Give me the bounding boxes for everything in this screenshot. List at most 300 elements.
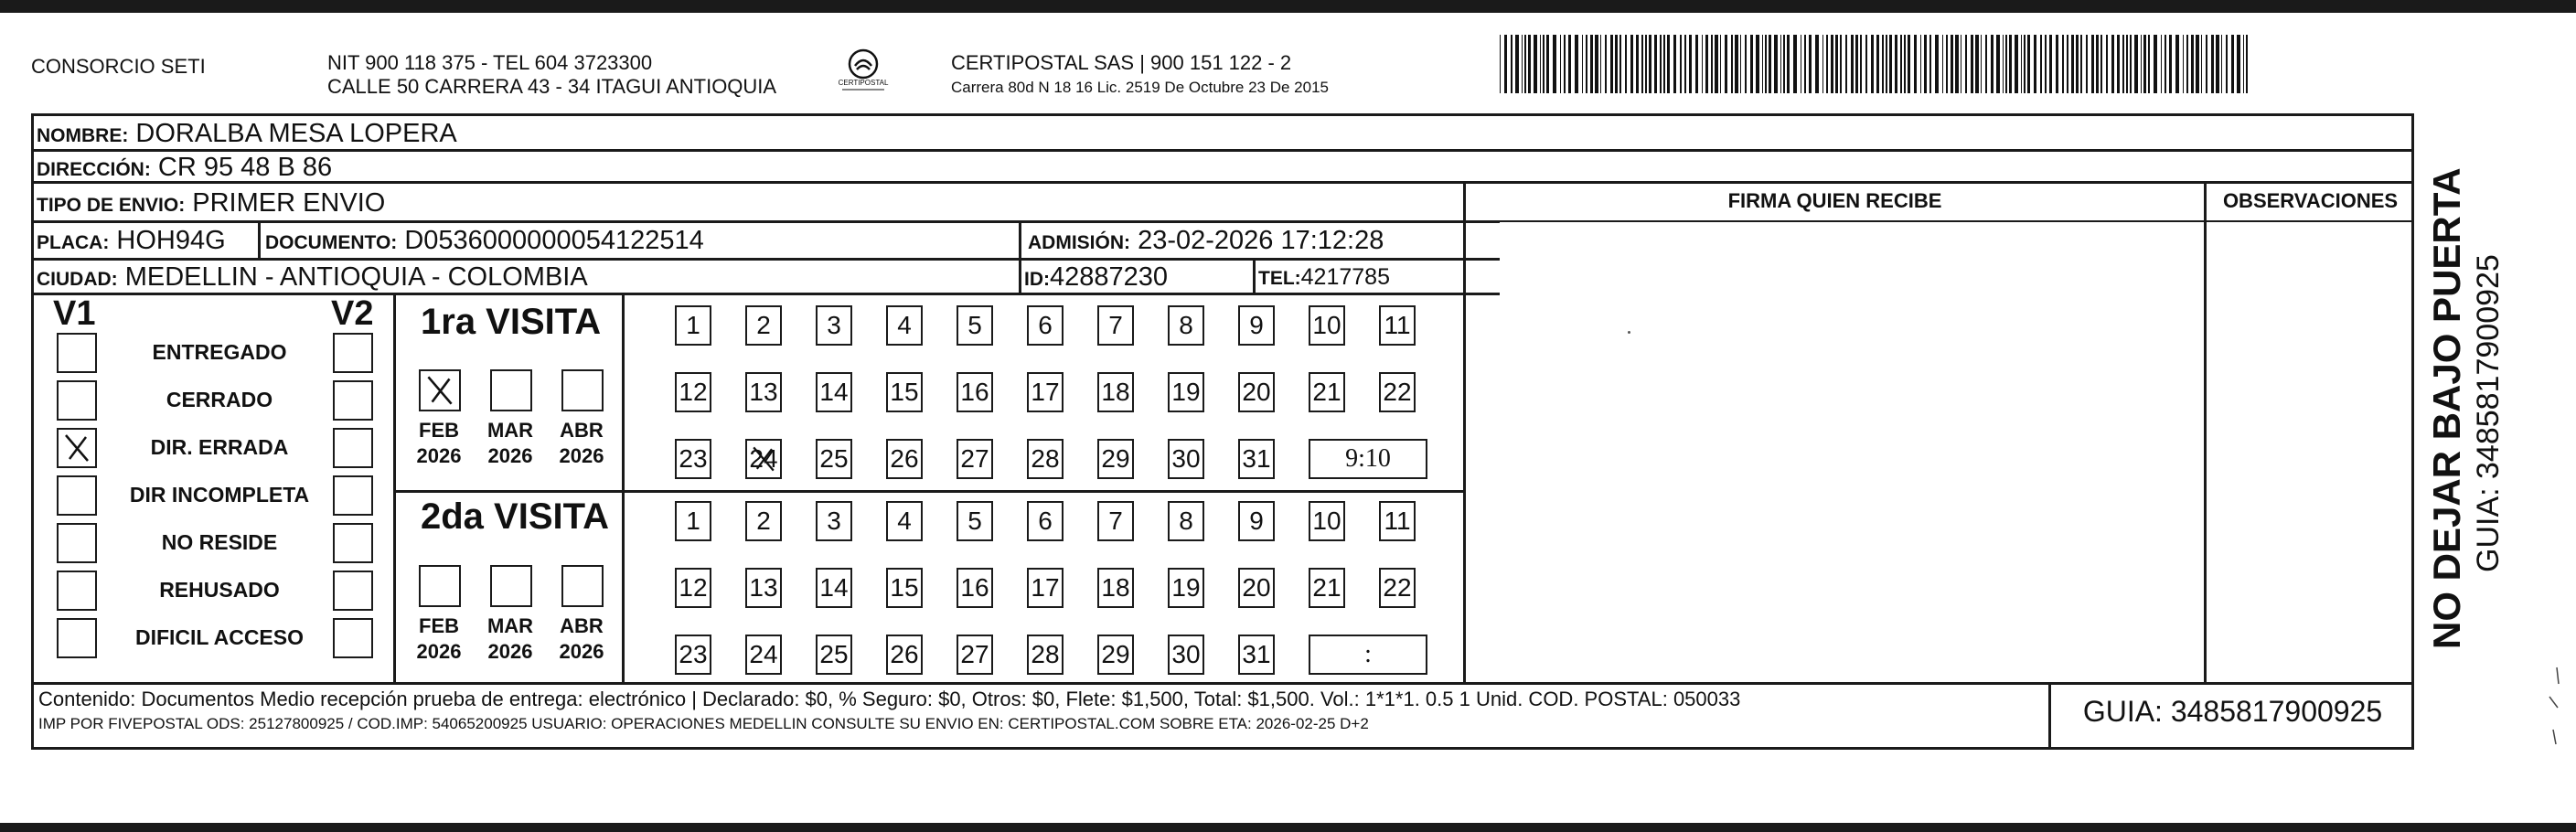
logo-text: CERTIPOSTAL xyxy=(838,79,889,87)
barcode-bar xyxy=(1511,35,1513,93)
barcode-bar xyxy=(2154,35,2157,93)
day-box[interactable]: 9 xyxy=(1238,501,1275,541)
contenido-line: Contenido: Documentos Medio recepción prueba de entrega: electrónico | Declarado: $0, % Seguro: $0, Otros: $0, Flete: $1,500, Total: $1,500. Vol.: 1*1*1. 0.5 1 Unid. COD. POSTAL: 050033 xyxy=(38,688,1741,710)
day-box[interactable]: 19 xyxy=(1168,372,1204,412)
day-box[interactable]: 31 xyxy=(1238,439,1275,479)
row-line xyxy=(1019,258,1463,261)
v2-checkbox[interactable] xyxy=(333,428,373,468)
day-box[interactable]: 11 xyxy=(1379,501,1416,541)
barcode-bar xyxy=(1630,35,1633,93)
firma-header: FIRMA QUIEN RECIBE xyxy=(1727,189,1942,212)
month-label: MAR xyxy=(486,614,534,637)
barcode-bar xyxy=(2211,35,2214,93)
barcode-bar xyxy=(2027,35,2030,93)
day-box[interactable]: 14 xyxy=(816,568,852,608)
guia-box: GUIA: 3485817900925 xyxy=(2082,695,2383,728)
month-label: ABR xyxy=(560,419,604,442)
barcode-bar xyxy=(2161,35,2162,93)
barcode-bar xyxy=(1636,35,1640,93)
barcode-bar xyxy=(1500,35,1501,93)
barcode-bar xyxy=(2015,35,2018,93)
status-label: NO RESIDE xyxy=(161,530,278,554)
day-box[interactable]: 15 xyxy=(886,372,923,412)
barcode-bar xyxy=(1715,35,1718,93)
col-line xyxy=(1463,181,1466,682)
company-name: CONSORCIO SETI xyxy=(31,55,206,78)
barcode-bar xyxy=(1831,35,1833,93)
day-box[interactable]: 21 xyxy=(1309,568,1345,608)
barcode-bar xyxy=(1560,35,1561,93)
barcode-bar xyxy=(1920,35,1921,93)
day-box[interactable]: 24 xyxy=(745,439,782,479)
day-box[interactable]: 15 xyxy=(886,568,923,608)
day-box[interactable]: 27 xyxy=(957,439,993,479)
day-box[interactable]: 4 xyxy=(886,305,923,346)
top-border xyxy=(0,0,2576,13)
month-label: FEB xyxy=(419,614,459,637)
v1-checkbox[interactable] xyxy=(57,380,97,421)
barcode-bar xyxy=(2091,35,2094,93)
day-box[interactable]: 21 xyxy=(1309,372,1345,412)
month-checkbox[interactable] xyxy=(419,565,461,607)
barcode-bar xyxy=(1981,35,1982,93)
day-box[interactable]: 13 xyxy=(745,372,782,412)
barcode-bar xyxy=(2100,35,2101,93)
barcode-bar xyxy=(1750,35,1753,93)
barcode-bar xyxy=(1951,35,1953,93)
barcode-bar xyxy=(1660,35,1661,93)
status-label: DIR. ERRADA xyxy=(150,435,289,459)
day-box[interactable]: 16 xyxy=(957,372,993,412)
barcode-bar xyxy=(2141,35,2142,93)
col-line xyxy=(393,293,396,682)
barcode-bar xyxy=(1882,35,1883,93)
v1-checkbox[interactable] xyxy=(57,571,97,611)
day-box[interactable]: 30 xyxy=(1168,439,1204,479)
barcode-bar xyxy=(1663,35,1665,93)
barcode-bar xyxy=(2183,35,2184,93)
barcode-bar xyxy=(2226,35,2228,93)
barcode-bar xyxy=(1740,35,1741,93)
barcode-bar xyxy=(2086,35,2088,93)
stray-mark xyxy=(1628,331,1630,334)
barcode-bar xyxy=(1886,35,1887,93)
barcode-bar xyxy=(1695,35,1699,93)
day-box[interactable]: 5 xyxy=(957,501,993,541)
day-box[interactable]: 12 xyxy=(675,568,711,608)
edge-marks xyxy=(2548,666,2560,748)
barcode-bar xyxy=(2040,35,2041,93)
admision-cell xyxy=(1028,225,1384,259)
row-line xyxy=(31,181,2414,184)
barcode-bar xyxy=(1735,35,1738,93)
imp-line: IMP POR FIVEPOSTAL ODS: 25127800925 / COD.IMP: 54065200925 USUARIO: OPERACIONES MEDELLIN CONSULTE SU ENVIO EN: CERTIPOSTAL.COM SOBRE ETA: 2026-02-25 D+2 xyxy=(38,715,1369,732)
direccion-row xyxy=(37,152,332,186)
barcode-bar xyxy=(1600,35,1601,93)
barcode-bar xyxy=(1871,35,1874,93)
day-box[interactable]: 3 xyxy=(816,501,852,541)
day-box[interactable]: 25 xyxy=(816,439,852,479)
day-box[interactable]: 10 xyxy=(1309,305,1345,346)
col-line xyxy=(622,293,625,682)
day-box[interactable]: 7 xyxy=(1097,501,1134,541)
barcode-bar xyxy=(1991,35,1993,93)
v1-checkbox[interactable] xyxy=(57,428,97,468)
barcode-bar xyxy=(1935,35,1939,93)
day-box[interactable]: 1 xyxy=(675,305,711,346)
barcode-bar xyxy=(2080,35,2081,93)
documento-cell xyxy=(265,225,704,259)
nit-line: NIT 900 118 375 - TEL 604 3723300 xyxy=(327,51,653,74)
barcode-bar xyxy=(1876,35,1880,93)
barcode-bar xyxy=(2206,35,2207,93)
barcode-bar xyxy=(1667,35,1670,93)
status-label: DIFICIL ACCESO xyxy=(134,625,304,649)
day-box[interactable]: 7 xyxy=(1097,305,1134,346)
day-box[interactable]: 31 xyxy=(1238,635,1275,675)
time-box[interactable]: 9:10 xyxy=(1309,439,1427,479)
day-box[interactable]: 8 xyxy=(1168,305,1204,346)
barcode-bar xyxy=(1711,35,1714,93)
documento-value: D0536000000054122514 xyxy=(404,226,704,255)
barcode-bar xyxy=(1809,35,1812,93)
tipo-value: PRIMER ENVIO xyxy=(192,188,386,218)
year-label: 2026 xyxy=(416,640,462,663)
barcode-bar xyxy=(1702,35,1703,93)
barcode-bar xyxy=(2122,35,2123,93)
barcode-bar xyxy=(2246,35,2248,93)
barcode-bar xyxy=(1855,35,1859,93)
day-box[interactable]: 20 xyxy=(1238,372,1275,412)
barcode-bar xyxy=(1840,35,1841,93)
day-mark xyxy=(747,441,780,477)
barcode-bar xyxy=(1904,35,1906,93)
v2-checkbox[interactable] xyxy=(333,523,373,563)
admision-value: 23-02-2026 17:12:28 xyxy=(1138,226,1384,255)
barcode-bar xyxy=(1543,35,1545,93)
day-box[interactable]: 2 xyxy=(745,501,782,541)
barcode-bar xyxy=(1955,35,1959,93)
day-box[interactable]: 17 xyxy=(1027,372,1064,412)
side-guia: GUIA: 3485817900925 xyxy=(2471,254,2506,572)
barcode-bar xyxy=(1625,35,1627,93)
day-box[interactable]: 12 xyxy=(675,372,711,412)
barcode-bar xyxy=(1504,35,1506,93)
day-box[interactable]: 25 xyxy=(816,635,852,675)
barcode-bar xyxy=(1689,35,1692,93)
barcode-bar xyxy=(2231,35,2234,93)
placa-cell xyxy=(37,225,226,259)
day-box[interactable]: 10 xyxy=(1309,501,1345,541)
barcode-bar xyxy=(2106,35,2108,93)
barcode-bar xyxy=(1654,35,1658,93)
day-box[interactable]: 13 xyxy=(745,568,782,608)
barcode-bar xyxy=(1762,35,1763,93)
barcode-bar xyxy=(1975,35,1979,93)
barcode-bar xyxy=(2126,35,2128,93)
v2-checkbox[interactable] xyxy=(333,618,373,658)
day-box[interactable]: 4 xyxy=(886,501,923,541)
barcode-bar xyxy=(1673,35,1677,93)
tipo-row xyxy=(37,187,385,221)
id-value: 42887230 xyxy=(1050,262,1169,292)
certipostal-logo xyxy=(837,48,890,99)
ciudad-cell xyxy=(37,261,588,295)
tel-cell xyxy=(1258,261,1390,294)
month-checkbox[interactable] xyxy=(561,369,604,411)
nombre-value: DORALBA MESA LOPERA xyxy=(135,119,457,148)
barcode-bar xyxy=(1528,35,1531,93)
bottom-border xyxy=(0,823,2576,832)
barcode-bar xyxy=(1996,35,2000,93)
barcode-bar xyxy=(2130,35,2132,93)
v1-checkbox[interactable] xyxy=(57,618,97,658)
tel-value: 4217785 xyxy=(1300,264,1390,290)
barcode-bar xyxy=(1895,35,1898,93)
barcode-bar xyxy=(2216,35,2219,93)
address-line: CALLE 50 CARRERA 43 - 34 ITAGUI ANTIOQUIA xyxy=(327,75,777,98)
id-label: ID: xyxy=(1024,269,1050,290)
barcode-bar xyxy=(2045,35,2047,93)
barcode-bar xyxy=(2056,35,2059,93)
year-label: 2026 xyxy=(416,444,462,467)
day-box[interactable]: 23 xyxy=(675,635,711,675)
placa-value: HOH94G xyxy=(116,226,226,255)
month-checkbox[interactable] xyxy=(561,565,604,607)
v2-label: V2 xyxy=(331,294,374,333)
direccion-value: CR 95 48 B 86 xyxy=(157,153,333,182)
tipo-label: TIPO DE ENVIO: xyxy=(37,195,186,216)
barcode-bar xyxy=(2111,35,2114,93)
barcode-bar xyxy=(1985,35,1987,93)
day-box[interactable]: 9 xyxy=(1238,305,1275,346)
no-dejar-warning: NO DEJAR BAJO PUERTA xyxy=(2425,167,2468,649)
day-box[interactable]: 26 xyxy=(886,439,923,479)
barcode-bar xyxy=(2067,35,2068,93)
day-box[interactable]: 20 xyxy=(1238,568,1275,608)
barcode-bar xyxy=(2003,35,2004,93)
col-line xyxy=(2204,181,2207,682)
year-label: 2026 xyxy=(559,444,604,467)
month-checkbox[interactable] xyxy=(490,565,532,607)
barcode-bar xyxy=(2143,35,2145,93)
day-box[interactable]: 24 xyxy=(745,635,782,675)
barcode-bar xyxy=(1564,35,1566,93)
barcode-bar xyxy=(1780,35,1781,93)
barcode-bar xyxy=(1720,35,1721,93)
nombre-row xyxy=(37,118,457,152)
month-label: FEB xyxy=(419,419,459,442)
barcode-bar xyxy=(1783,35,1785,93)
barcode-bar xyxy=(1765,35,1767,93)
day-box[interactable]: 28 xyxy=(1027,635,1064,675)
barcode-bar xyxy=(2076,35,2079,93)
day-box[interactable]: 22 xyxy=(1379,568,1416,608)
barcode-bar xyxy=(1582,35,1583,93)
barcode-bar xyxy=(2148,35,2151,93)
barcode-bar xyxy=(2096,35,2100,93)
barcode-bar xyxy=(1725,35,1726,93)
nombre-label: NOMBRE: xyxy=(37,125,129,146)
barcode-bar xyxy=(1649,35,1651,93)
barcode-bar xyxy=(2117,35,2121,93)
col-line xyxy=(258,220,261,258)
barcode-bar xyxy=(1546,35,1549,93)
v2-checkbox[interactable] xyxy=(333,333,373,373)
barcode-bar xyxy=(1705,35,1707,93)
barcode-bar xyxy=(2049,35,2052,93)
barcode-bar xyxy=(2196,35,2199,93)
v2-checkbox[interactable] xyxy=(333,380,373,421)
v2-checkbox[interactable] xyxy=(333,475,373,516)
barcode-bar xyxy=(1815,35,1819,93)
barcode-bar xyxy=(1845,35,1847,93)
day-box[interactable]: 26 xyxy=(886,635,923,675)
day-box[interactable]: 11 xyxy=(1379,305,1416,346)
day-box[interactable]: 16 xyxy=(957,568,993,608)
barcode-bar xyxy=(1553,35,1556,93)
day-box[interactable]: 23 xyxy=(675,439,711,479)
barcode-bar xyxy=(1835,35,1839,93)
barcode-bar xyxy=(1731,35,1734,93)
barcode-bar xyxy=(1595,35,1598,93)
barcode-bar xyxy=(2221,35,2222,93)
barcode-bar xyxy=(1914,35,1918,93)
day-box[interactable]: 18 xyxy=(1097,372,1134,412)
v2-checkbox[interactable] xyxy=(333,571,373,611)
barcode-bar xyxy=(1793,35,1797,93)
barcode-bar xyxy=(1615,35,1619,93)
ciudad-label: CIUDAD: xyxy=(37,269,118,290)
year-label: 2026 xyxy=(559,640,604,663)
visita1-title: 1ra VISITA xyxy=(421,302,602,342)
barcode-bar xyxy=(1540,35,1541,93)
direccion-label: DIRECCIÓN: xyxy=(37,159,151,180)
footer-line xyxy=(31,682,2414,685)
day-box[interactable]: 1 xyxy=(675,501,711,541)
documento-label: DOCUMENTO: xyxy=(265,232,398,253)
barcode-bar xyxy=(1946,35,1948,93)
barcode-bar xyxy=(2191,35,2194,93)
barcode-bar xyxy=(1524,35,1526,93)
month-checkbox[interactable] xyxy=(419,369,461,411)
visita2-title: 2da VISITA xyxy=(421,496,609,537)
barcode-bar xyxy=(2201,35,2202,93)
day-box[interactable]: 27 xyxy=(957,635,993,675)
barcode-bar xyxy=(1568,35,1571,93)
day-box[interactable]: 6 xyxy=(1027,305,1064,346)
barcode-bar xyxy=(1522,35,1523,93)
observaciones-header: OBSERVACIONES xyxy=(2222,189,2399,212)
barcode-bar xyxy=(1745,35,1747,93)
status-label: DIR INCOMPLETA xyxy=(129,483,310,507)
barcode-bar xyxy=(1605,35,1607,93)
day-box[interactable]: 2 xyxy=(745,305,782,346)
v1-checkbox[interactable] xyxy=(57,523,97,563)
barcode-bar xyxy=(1756,35,1759,93)
barcode-bar xyxy=(1889,35,1892,93)
barcode-bar xyxy=(2134,35,2138,93)
placa-label: PLACA: xyxy=(37,232,110,253)
v1-checkbox[interactable] xyxy=(57,475,97,516)
col-line xyxy=(1019,220,1021,293)
barcode-bar xyxy=(1971,35,1973,93)
status-label: ENTREGADO xyxy=(152,340,287,364)
barcode-bar xyxy=(2243,35,2244,93)
status-label: REHUSADO xyxy=(159,578,280,602)
barcode-bar xyxy=(1534,35,1537,93)
barcode-bar xyxy=(1680,35,1681,93)
license-line: Carrera 80d N 18 16 Lic. 2519 De Octubre 23 De 2015 xyxy=(951,79,1329,96)
v1-checkbox[interactable] xyxy=(57,333,97,373)
day-box[interactable]: 6 xyxy=(1027,501,1064,541)
barcode-bar xyxy=(1787,35,1790,93)
barcode-bar xyxy=(1641,35,1642,93)
month-checkbox[interactable] xyxy=(490,369,532,411)
day-box[interactable]: 3 xyxy=(816,305,852,346)
day-box[interactable]: 29 xyxy=(1097,635,1134,675)
time-box[interactable]: : xyxy=(1309,635,1427,675)
barcode-bar xyxy=(1586,35,1587,93)
visit-divider xyxy=(393,490,1463,493)
barcode-bar xyxy=(2062,35,2063,93)
tel-label: TEL: xyxy=(1258,268,1301,289)
day-box[interactable]: 5 xyxy=(957,305,993,346)
day-box[interactable]: 30 xyxy=(1168,635,1204,675)
barcode-bar xyxy=(1684,35,1686,93)
row-line xyxy=(1463,220,2414,222)
barcode-bar xyxy=(1575,35,1578,93)
day-box[interactable]: 28 xyxy=(1027,439,1064,479)
barcode-bar xyxy=(2186,35,2188,93)
barcode-bar xyxy=(1865,35,1867,93)
id-cell xyxy=(1024,261,1168,295)
barcode-bar xyxy=(1900,35,1901,93)
barcode-bar xyxy=(2034,35,2037,93)
day-box[interactable]: 18 xyxy=(1097,568,1134,608)
day-box[interactable]: 19 xyxy=(1168,568,1204,608)
barcode-bar xyxy=(1924,35,1926,93)
day-box[interactable]: 14 xyxy=(816,372,852,412)
barcode-bar xyxy=(2169,35,2172,93)
barcode-bar xyxy=(1826,35,1828,93)
col-line xyxy=(1253,258,1256,293)
barcode-bar xyxy=(1590,35,1593,93)
barcode-bar xyxy=(1804,35,1806,93)
day-box[interactable]: 22 xyxy=(1379,372,1416,412)
year-label: 2026 xyxy=(487,444,533,467)
barcode-bar xyxy=(1929,35,1932,93)
barcode-bar xyxy=(1645,35,1647,93)
day-box[interactable]: 8 xyxy=(1168,501,1204,541)
barcode-bar xyxy=(2175,35,2179,93)
barcode-bar xyxy=(1965,35,1967,93)
barcode-bar xyxy=(2005,35,2007,93)
day-box[interactable]: 29 xyxy=(1097,439,1134,479)
status-label: CERRADO xyxy=(166,388,273,411)
barcode-bar xyxy=(1774,35,1778,93)
day-box[interactable]: 17 xyxy=(1027,568,1064,608)
barcode-bar xyxy=(1769,35,1771,93)
barcode-bar xyxy=(1851,35,1854,93)
barcode-bar xyxy=(1610,35,1613,93)
barcode-bar xyxy=(1515,35,1519,93)
v1-label: V1 xyxy=(53,294,96,333)
carrier-line: CERTIPOSTAL SAS | 900 151 122 - 2 xyxy=(951,51,1292,74)
barcode-bar xyxy=(2164,35,2166,93)
year-label: 2026 xyxy=(487,640,533,663)
barcode-bar xyxy=(1942,35,1943,93)
